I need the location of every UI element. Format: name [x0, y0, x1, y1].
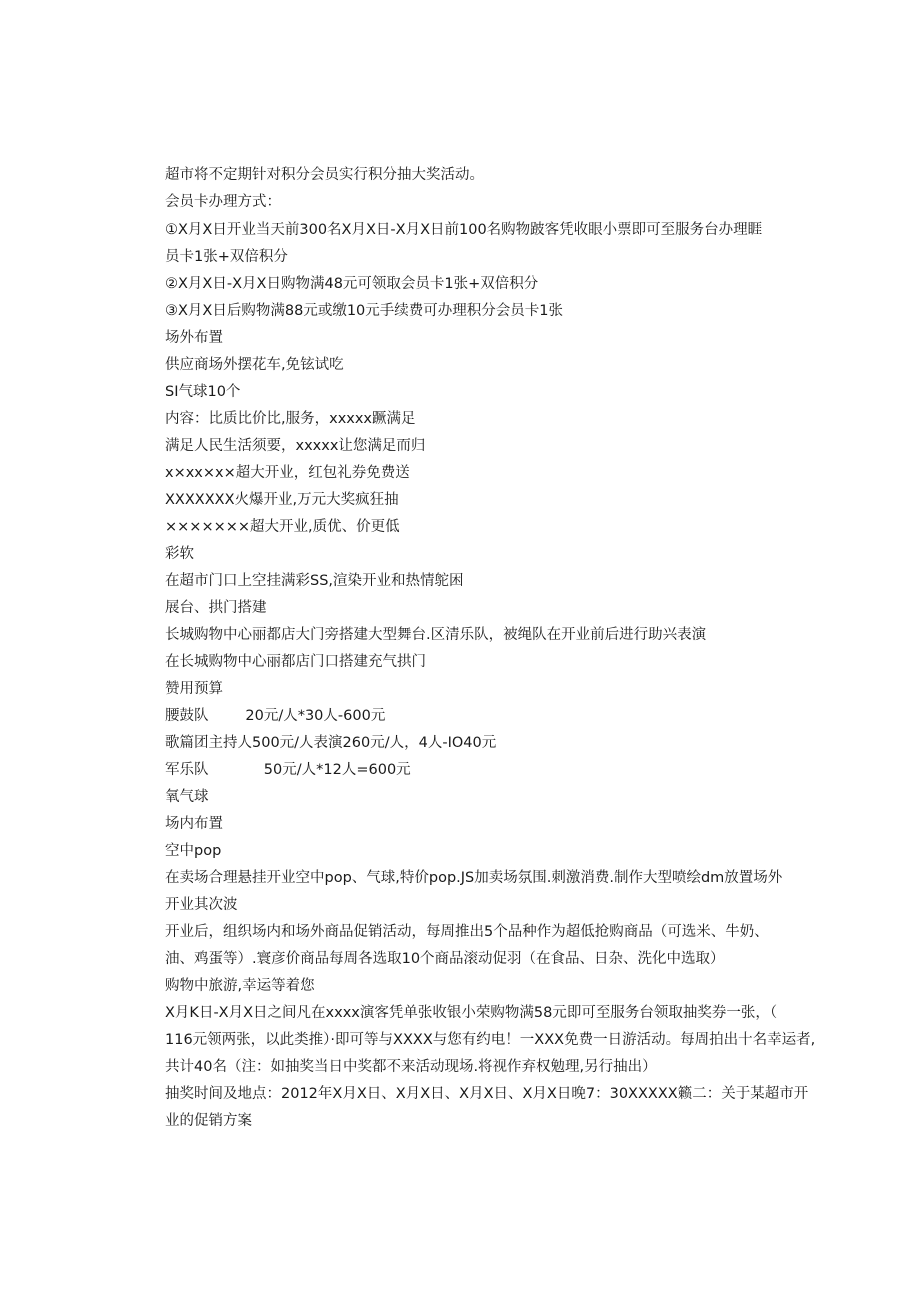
- paragraph-line: 116元领两张，以此类推）·即可等与XXXX与您有约电！一XXX免费一日游活动。每周拍出十名幸运者,: [165, 1032, 816, 1048]
- text-line: ②X月X日-X月X日购物满48元可领取会员卡1张+双倍积分: [165, 276, 539, 292]
- paragraph-line: 开业后，组织场内和场外商品促销活动，每周推出5个品种作为超低抢购商品（可选米、牛奶、: [165, 924, 769, 940]
- paragraph-line: 共计40名（注：如抽奖当日中奖都不来活动现场.将视作弃权勉理,另行抽出）: [165, 1059, 657, 1075]
- budget-line: 腰鼓队 20元/人*30人-600元: [165, 708, 386, 724]
- text-line: x×xx×x×超大开业，红包礼券免费送: [165, 465, 410, 481]
- section-heading: 彩软: [165, 546, 194, 562]
- budget-line: 歌篇团主持人500元/人表演260元/人，4人-IO40元: [165, 735, 497, 751]
- text-line: 在超市门口上空挂满彩SS,渲染开业和热情鸵困: [165, 573, 464, 589]
- text-line: 会员卡办理方式：: [165, 194, 281, 210]
- text-line: ×××××××超大开业,质优、价更低: [165, 519, 400, 535]
- section-heading: 赞用预算: [165, 681, 223, 697]
- text-line: ①X月X日开业当天前300名X月X日-X月X日前100名购物跛客凭收眼小票即可至服务台办理睚: [165, 222, 763, 238]
- section-heading: 展台、拱门搭建: [165, 600, 267, 616]
- text-line: 满足人民生活须要，xxxxx让您满足而归: [165, 438, 426, 454]
- text-line: 空中pop: [165, 843, 222, 859]
- budget-line: 军乐队 50元/人*12人=600元: [165, 762, 411, 778]
- section-heading: 开业其次波: [165, 897, 238, 913]
- section-heading: 购物中旅游,幸运等着您: [165, 978, 315, 994]
- section-heading: 场外布置: [165, 330, 223, 346]
- paragraph-line: 油、鸡蛋等）.寰彦价商品每周各选取10个商品滚动促羽（在食品、日杂、洗化中选取）: [165, 951, 725, 967]
- text-line: XXXXXXX火爆开业,万元大奖疯狂抽: [165, 492, 399, 508]
- text-line: SI气球10个: [165, 384, 241, 400]
- paragraph-line: X月K日-X月X日之间凡在xxxx演客凭单张收银小荣购物满58元即可至服务台领取抽奖券一张，（: [165, 1005, 778, 1021]
- text-line: 员卡1张+双倍积分: [165, 249, 288, 265]
- text-line: 长城购物中心丽都店大门旁搭建大型舞台.区清乐队，被绳队在开业前后进行助兴表演: [165, 627, 707, 643]
- text-line: 氧气球: [165, 789, 209, 805]
- text-line: 超市将不定期针对积分会员实行积分抽大奖活动。: [165, 167, 484, 183]
- text-line: 供应商场外摆花车,免铉试吃: [165, 357, 344, 373]
- text-line: 在长城购物中心丽都店门口搭建充气拱门: [165, 654, 426, 670]
- paragraph-line: 抽奖时间及地点：2012年X月X日、X月X日、X月X日、X月X日晚7：30XXXXX籁二：关于某超市开: [165, 1086, 809, 1102]
- text-line: 内容：比质比价比,服务，xxxxx蹶满足: [165, 411, 416, 427]
- text-line: ③X月X日后购物满88元或缴10元手续费可办理积分会员卡1张: [165, 303, 563, 319]
- section-heading: 场内布置: [165, 816, 223, 832]
- text-line: 在卖场合理悬挂开业空中pop、气球,特价pop.JS加卖场氛围.刺激消费.制作大型喷绘dm放置场外: [165, 870, 783, 886]
- paragraph-line: 业的促销方案: [165, 1113, 252, 1129]
